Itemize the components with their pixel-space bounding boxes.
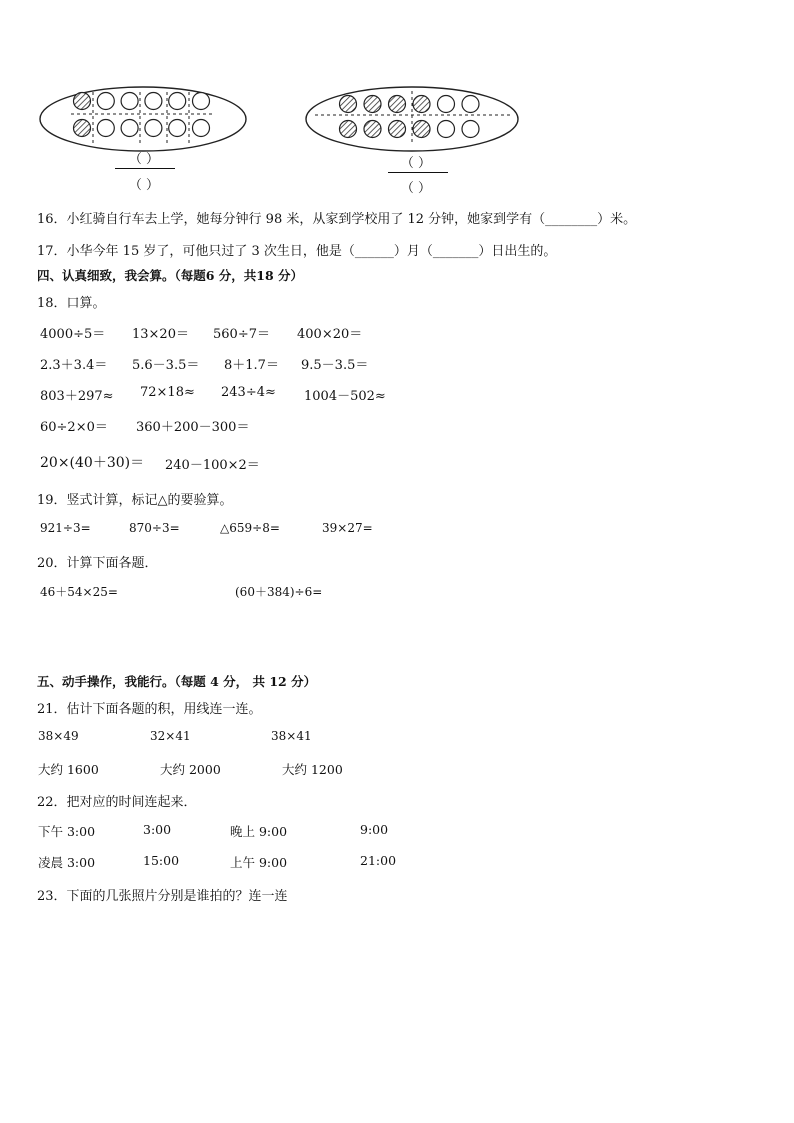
question-22-title: 22．把对应的时间连起来．	[37, 795, 197, 810]
empty-circle-left-11	[193, 120, 210, 137]
oral-calc-2-1: 2.3＋3.4＝	[40, 358, 108, 373]
shaded-circle-right-1	[364, 96, 381, 113]
shaded-circle-right-3	[413, 96, 430, 113]
oral-calc-5-2: 240－100×2＝	[165, 458, 260, 473]
empty-circle-left-9	[145, 120, 162, 137]
fraction-figure-right	[305, 84, 520, 154]
calc-item-2: (60＋384)÷6=	[235, 585, 323, 599]
empty-circle-left-5	[193, 93, 210, 110]
question-20-title: 20．计算下面各题．	[37, 556, 158, 571]
oral-calc-1-2: 13×20＝	[132, 327, 189, 342]
question-23-title: 23．下面的几张照片分别是谁拍的？连一连	[37, 889, 288, 904]
empty-circle-left-10	[169, 120, 186, 137]
oral-calc-2-3: 8＋1.7＝	[224, 358, 279, 373]
vertical-calc-3: △659÷8=	[220, 521, 280, 535]
empty-circle-right-10	[438, 121, 455, 138]
oral-calc-4-2: 360＋200－300＝	[136, 420, 250, 435]
question-16: 16．小红骑自行车去上学，她每分钟行 98 米，从家到学校用了 12 分钟，她家到学有（________）米。	[37, 212, 637, 227]
empty-circle-right-11	[462, 121, 479, 138]
question-19-title: 19．竖式计算，标记△的要验算。	[37, 493, 233, 508]
oral-calc-4-1: 60÷2×0＝	[40, 420, 108, 435]
shaded-circle-left-0	[74, 93, 91, 110]
estimate-answer-1[interactable]: 大约 1600	[38, 762, 99, 777]
question-21-title: 21．估计下面各题的积，用线连一连。	[37, 702, 262, 717]
vertical-calc-2: 870÷3=	[129, 521, 180, 535]
section-4-title: 四、认真细致，我会算。（每题6 分，共18 分）	[37, 268, 304, 283]
shaded-circle-right-9	[413, 121, 430, 138]
fraction-right-line	[388, 172, 448, 173]
time-row1-3[interactable]: 晚上 9:00	[230, 824, 288, 839]
oral-calc-1-3: 560÷7＝	[213, 327, 270, 342]
question-18-title: 18．口算。	[37, 296, 106, 311]
empty-circle-left-2	[121, 93, 138, 110]
fraction-left-numerator[interactable]: （ ）	[128, 152, 160, 167]
oral-calc-1-4: 400×20＝	[297, 327, 363, 342]
shaded-circle-left-6	[74, 120, 91, 137]
shaded-circle-right-2	[389, 96, 406, 113]
vertical-calc-4: 39×27=	[322, 521, 373, 535]
time-row2-2[interactable]: 15:00	[143, 853, 180, 868]
fraction-left-denominator[interactable]: （ ）	[128, 178, 160, 193]
empty-circle-right-4	[438, 96, 455, 113]
empty-circle-left-1	[97, 93, 114, 110]
fraction-right-numerator[interactable]: （ ）	[400, 156, 432, 171]
estimate-expr-3[interactable]: 38×41	[271, 729, 312, 743]
shaded-circle-right-8	[389, 121, 406, 138]
empty-circle-left-3	[145, 93, 162, 110]
oral-calc-3-3: 243÷4≈	[221, 385, 276, 400]
empty-circle-left-8	[121, 120, 138, 137]
calc-item-1: 46＋54×25=	[40, 585, 118, 599]
empty-circle-left-4	[169, 93, 186, 110]
oral-calc-3-4: 1004－502≈	[304, 389, 386, 404]
estimate-expr-2[interactable]: 32×41	[150, 729, 191, 743]
vertical-calc-1: 921÷3=	[40, 521, 91, 535]
question-17: 17．小华今年 15 岁了，可他只过了 3 次生日，他是（______）月（_______）日出生的。	[37, 244, 557, 259]
fraction-left-line	[115, 168, 175, 169]
time-row1-2[interactable]: 3:00	[143, 822, 172, 837]
oral-calc-3-2: 72×18≈	[140, 385, 195, 400]
estimate-answer-3[interactable]: 大约 1200	[282, 762, 343, 777]
shaded-circle-right-0	[340, 96, 357, 113]
oral-calc-1-1: 4000÷5＝	[40, 327, 106, 342]
empty-circle-left-7	[97, 120, 114, 137]
shaded-circle-right-6	[340, 121, 357, 138]
time-row2-4[interactable]: 21:00	[360, 853, 397, 868]
estimate-expr-1[interactable]: 38×49	[38, 729, 79, 743]
oral-calc-2-2: 5.6－3.5＝	[132, 358, 200, 373]
oral-calc-5-1: 20×(40＋30)＝	[40, 455, 145, 471]
time-row1-4[interactable]: 9:00	[360, 822, 389, 837]
fraction-right-denominator[interactable]: （ ）	[400, 181, 432, 196]
oral-calc-2-4: 9.5－3.5＝	[301, 358, 369, 373]
section-5-title: 五、动手操作，我能行。（每题 4 分， 共 12 分）	[37, 674, 317, 689]
time-row2-1[interactable]: 凌晨 3:00	[38, 855, 96, 870]
shaded-circle-right-7	[364, 121, 381, 138]
time-row1-1[interactable]: 下午 3:00	[38, 824, 96, 839]
time-row2-3[interactable]: 上午 9:00	[230, 855, 288, 870]
empty-circle-right-5	[462, 96, 479, 113]
fraction-figure-left	[38, 84, 248, 154]
estimate-answer-2[interactable]: 大约 2000	[160, 762, 221, 777]
oral-calc-3-1: 803＋297≈	[40, 389, 114, 404]
